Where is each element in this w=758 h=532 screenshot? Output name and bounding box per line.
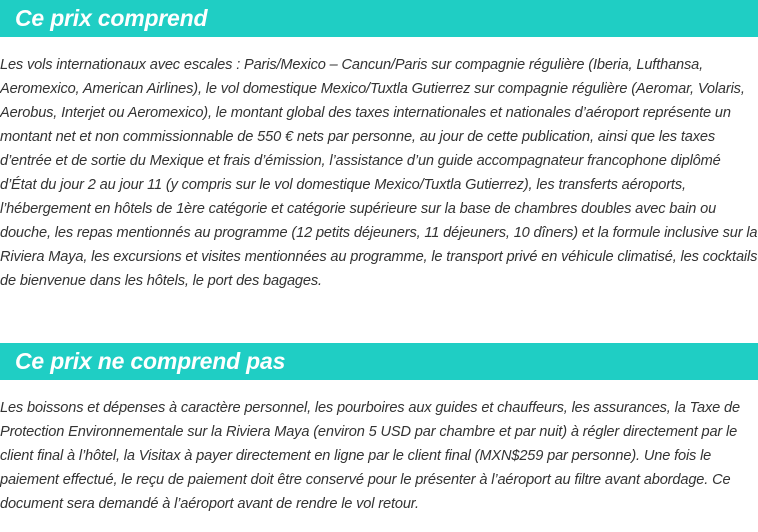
price-excludes-header <box>0 343 758 380</box>
price-includes-text: Les vols internationaux avec escales : Paris/Mexico – Cancun/Paris sur compagnie régulière (Iberia, Lufthansa, Aeromexico, American Airlines), le vol domestique Mexico/Tuxtla Gutierrez sur compagnie régulière (Aeromar, Volaris, Aerobus, Interjet ou Aeromexico), le montant global des taxes internationales et nationales d’aéroport représente un montant net et non commissionnable de 550 € nets par personne, au jour de cette publication, ainsi que les taxes d’entrée et de sortie du Mexique et frais d’émission, l’assistance d’un guide accompagnateur francophone diplômé d’État du jour 2 au jour 11 (y compris sur le vol domestique Mexico/Tuxtla Gutierrez), les transferts aéroports, l’hébergement en hôtels de 1ère catégorie et catégorie supérieure sur la base de chambres doubles avec bain ou douche, les repas mentionnés au programme (12 petits déjeuners, 11 déjeuners, 10 dîners) et la formule inclusive sur la Riviera Maya, les excursions et visites mentionnées au programme, le transport privé en véhicule climatisé, les cocktails de bienvenue dans les hôtels, le port des bagages. <box>0 57 758 289</box>
price-includes-title: Ce prix comprend <box>15 5 208 31</box>
price-includes-header <box>0 0 758 37</box>
price-excludes-text: Les boissons et dépenses à caractère personnel, les pourboires aux guides et chauffeurs, les assurances, la Taxe de Protection Environnementale sur la Riviera Maya (environ 5 USD par chambre et par nuit) à régler directement par le client final à l’hôtel, la Visitax à payer directement en ligne par le client final (MXN$259 par personne). Une fois le paiement effectué, le reçu de paiement doit être conservé pour le présenter à l’aéroport au filtre avant abordage. Ce document sera demandé à l’aéroport avant de rendre le vol retour. <box>0 400 740 512</box>
price-excludes-title: Ce prix ne comprend pas <box>15 348 286 374</box>
